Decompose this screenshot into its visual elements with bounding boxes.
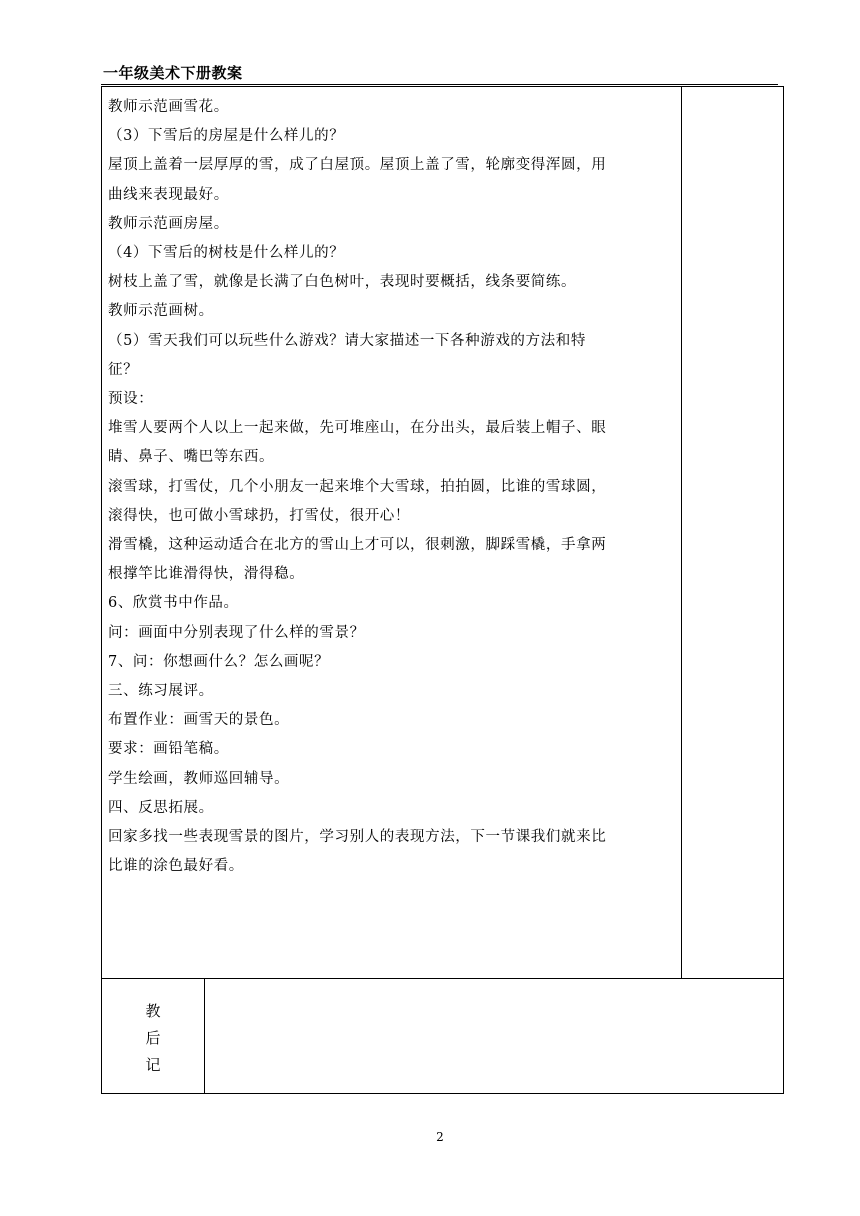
content-line: 征？ — [108, 361, 139, 378]
content-line: 屋顶上盖着一层厚厚的雪，成了白屋顶。屋顶上盖了雪，轮廓变得浑圆，用 — [108, 157, 607, 174]
notes-label-char: 教 — [145, 1002, 161, 1020]
content-line: 睛、鼻子、嘴巴等东西。 — [108, 449, 275, 466]
notes-label-char: 记 — [145, 1056, 161, 1074]
post-lesson-notes-cell — [205, 980, 782, 1092]
content-line: 7、问：你想画什么？怎么画呢？ — [108, 653, 330, 670]
content-line: 树枝上盖了雪，就像是长满了白色树叶，表现时要概括，线条要简练。 — [108, 274, 577, 291]
content-line: 教师示范画树。 — [108, 303, 214, 320]
content-line: 预设： — [108, 391, 154, 408]
content-line: 滚得快，也可做小雪球扔，打雪仗，很开心！ — [108, 507, 410, 524]
content-line: 问：画面中分别表现了什么样的雪景？ — [108, 624, 365, 641]
content-line: （3）下雪后的房屋是什么样儿的？ — [108, 128, 345, 145]
content-line: 三、练习展评。 — [108, 683, 214, 700]
post-lesson-notes-label — [102, 998, 204, 1079]
side-notes-cell — [682, 87, 782, 977]
lesson-content — [108, 93, 676, 881]
notes-label-char: 后 — [145, 1029, 161, 1047]
content-line: 滑雪橇，这种运动适合在北方的雪山上才可以，很刺激，脚踩雪橇，手拿两 — [108, 537, 607, 554]
content-line: 布置作业：画雪天的景色。 — [108, 712, 290, 729]
content-line: 教师示范画房屋。 — [108, 215, 229, 232]
page-number: 2 — [436, 1130, 444, 1144]
content-line: （4）下雪后的树枝是什么样儿的？ — [108, 245, 345, 262]
content-line: 要求：画铅笔稿。 — [108, 741, 229, 758]
header-rule — [101, 84, 778, 85]
content-line: 堆雪人要两个人以上一起来做，先可堆座山，在分出头，最后装上帽子、眼 — [108, 420, 607, 437]
content-line: 比谁的涂色最好看。 — [108, 858, 244, 875]
content-line: （5）雪天我们可以玩些什么游戏？请大家描述一下各种游戏的方法和特 — [108, 332, 586, 349]
content-line: 根撑竿比谁滑得快，滑得稳。 — [108, 566, 305, 583]
document-title: 一年级美术下册教案 — [103, 64, 243, 82]
content-line: 滚雪球，打雪仗，几个小朋友一起来堆个大雪球，拍拍圆，比谁的雪球圆， — [108, 478, 607, 495]
content-line: 6、欣赏书中作品。 — [108, 595, 239, 612]
content-line: 学生绘画，教师巡回辅导。 — [108, 770, 290, 787]
content-line: 曲线来表现最好。 — [108, 186, 229, 203]
content-line: 教师示范画雪花。 — [108, 99, 229, 115]
content-line: 四、反思拓展。 — [108, 799, 214, 816]
content-line: 回家多找一些表现雪景的图片，学习别人的表现方法，下一节课我们就来比 — [108, 829, 607, 846]
